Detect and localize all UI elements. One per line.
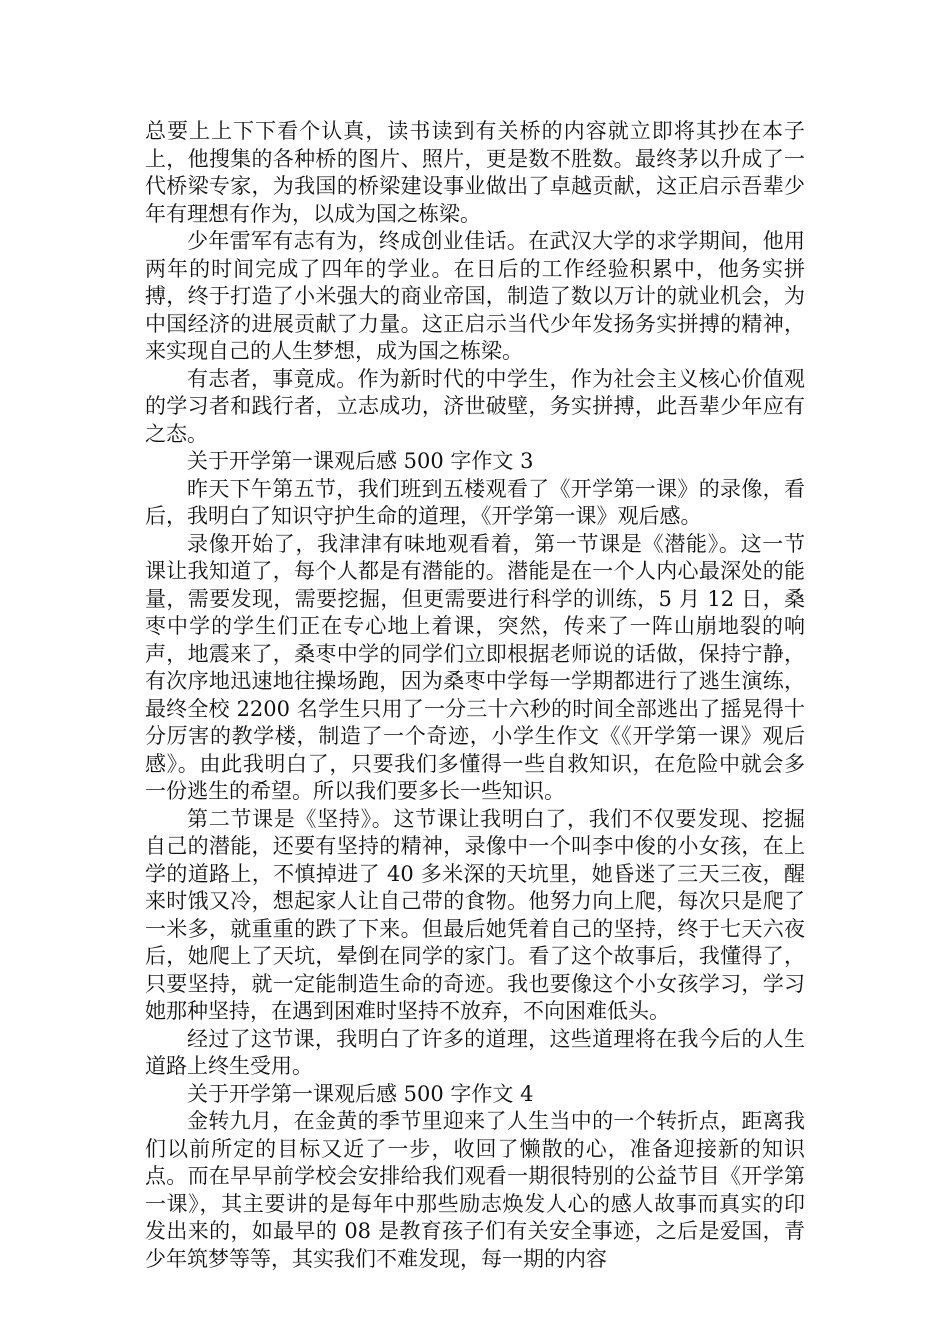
document-page	[145, 118, 805, 1273]
paragraph-4: 昨天下午第五节，我们班到五楼观看了《开学第一课》的录像，看后，我明白了知识守护生命的道理，《开学第一课》观后感。	[145, 476, 805, 528]
paragraph-2: 少年雷军有志有为，终成创业佳话。在武汉大学的求学期间，他用两年的时间完成了四年的学业。在日后的工作经验积累中，他务实拼搏，终于打造了小米强大的商业帝国，制造了数以万计的就业机会，为中国经济的进展贡献了力量。这正启示当代少年发扬务实拼搏的精神，来实现自己的人生梦想，成为国之栋梁。	[145, 229, 805, 363]
paragraph-6: 第二节课是《坚持》。这节课让我明白了，我们不仅要发现、挖掘自己的潜能，还要有坚持的精神，录像中一个叫李中俊的小女孩，在上学的道路上，不慎掉进了 40 多米深的天坑里，她昏迷了三天三夜，醒来时饿又冷，想起家人让自己带的食物。他努力向上爬，每次只是爬了一米多，就重重的跌了下来。但最后她凭着自己的坚持，终于七天六夜后，她爬上了天坑，晕倒在同学的家门。看了这个故事后，我懂得了，只要坚持，就一定能制造生命的奇迹。我也要像这个小女孩学习，学习她那种坚持，在遇到困难时坚持不放弃，不向困难低头。	[145, 806, 805, 1023]
paragraph-1: 总要上上下下看个认真，读书读到有关桥的内容就立即将其抄在本子上，他搜集的各种桥的图片、照片，更是数不胜数。最终茅以升成了一代桥梁专家，为我国的桥梁建设事业做出了卓越贡献，这正启示吾辈少年有理想有作为，以成为国之栋梁。	[145, 119, 805, 226]
section-heading-4: 关于开学第一课观后感 500 字作文 4	[187, 1081, 534, 1106]
section-heading-3: 关于开学第一课观后感 500 字作文 3	[187, 449, 534, 473]
paragraph-7: 经过了这节课，我明白了许多的道理，这些道理将在我今后的人生道路上终生受用。	[145, 1026, 805, 1078]
paragraph-8: 金转九月，在金黄的季节里迎来了人生当中的一个转折点，距离我们以前所定的目标又近了一步，收回了懒散的心，准备迎接新的知识点。而在早早前学校会安排给我们观看一期很特别的公益节目《开学第一课》，其主要讲的是每年中那些励志焕发人心的感人故事而真实的印发出来的，如最早的 08 是教育孩子们有关安全事迹，之后是爱国，青少年筑梦等等，其实我们不难发现，每一期的内容	[145, 1109, 805, 1271]
paragraph-5: 录像开始了，我津津有味地观看着，第一节课是《潜能》。这一节课让我知道了，每个人都是有潜能的。潜能是在一个人内心最深处的能量，需要发现，需要挖掘，但更需要进行科学的训练，5 月 12 日，桑枣中学的学生们正在专心地上着课，突然，传来了一阵山崩地裂的响声，地震来了，桑枣中学的同学们立即根据老师说的话做，保持宁静，有次序地迅速地往操场跑，因为桑枣中学每一学期都进行了逃生演练，最终全校 2200 名学生只用了一分三十六秒的时间全部逃出了摇晃得十分厉害的教学楼，制造了一个奇迹，小学生作文《《开学第一课》观后感》。由此我明白了，只要我们多懂得一些自救知识，在危险中就会多一份逃生的希望。所以我们要多长一些知识。	[145, 531, 805, 803]
paragraph-3: 有志者，事竟成。作为新时代的中学生，作为社会主义核心价值观的学习者和践行者，立志成功，济世破壁，务实拼搏，此吾辈少年应有之态。	[145, 366, 805, 446]
